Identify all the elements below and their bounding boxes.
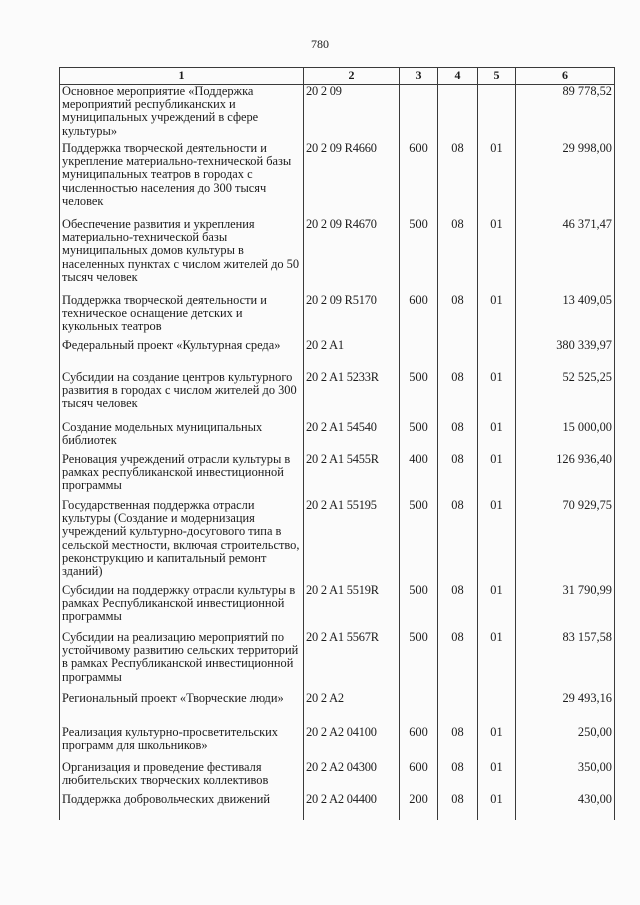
row-col-3: 500 bbox=[400, 371, 438, 421]
row-col-3 bbox=[400, 692, 438, 726]
row-col-4 bbox=[438, 692, 478, 726]
row-col-4: 08 bbox=[438, 726, 478, 761]
row-amount: 89 778,52 bbox=[516, 85, 615, 143]
header-col-4: 4 bbox=[438, 68, 478, 85]
table-row bbox=[60, 371, 615, 421]
row-code: 20 2 09 R4670 bbox=[304, 218, 400, 294]
row-amount: 31 790,99 bbox=[516, 584, 615, 631]
row-col-5: 01 bbox=[478, 584, 516, 631]
row-col-5: 01 bbox=[478, 631, 516, 692]
row-col-4 bbox=[438, 339, 478, 371]
row-name: Государственная поддержка отрасли культуры (Создание и модернизация учреждений культурно-досугового типа в сельской местности, включая строительство, реконструкцию и капитальный ремонт зданий) bbox=[60, 499, 304, 584]
row-col-3: 500 bbox=[400, 584, 438, 631]
row-col-5: 01 bbox=[478, 726, 516, 761]
table-body bbox=[60, 85, 615, 821]
row-amount: 250,00 bbox=[516, 726, 615, 761]
row-name: Поддержка творческой деятельности и техническое оснащение детских и кукольных театров bbox=[60, 294, 304, 339]
table-row bbox=[60, 294, 615, 339]
row-name: Региональный проект «Творческие люди» bbox=[60, 692, 304, 726]
table-row bbox=[60, 453, 615, 499]
row-amount: 380 339,97 bbox=[516, 339, 615, 371]
row-amount: 430,00 bbox=[516, 793, 615, 820]
row-col-4 bbox=[438, 85, 478, 143]
row-amount: 46 371,47 bbox=[516, 218, 615, 294]
row-code: 20 2 A2 04300 bbox=[304, 761, 400, 793]
header-col-5: 5 bbox=[478, 68, 516, 85]
row-name: Организация и проведение фестиваля любительских творческих коллективов bbox=[60, 761, 304, 793]
table-row bbox=[60, 631, 615, 692]
row-col-3: 500 bbox=[400, 421, 438, 453]
row-col-5 bbox=[478, 692, 516, 726]
row-col-5: 01 bbox=[478, 499, 516, 584]
row-col-3: 500 bbox=[400, 499, 438, 584]
row-amount: 70 929,75 bbox=[516, 499, 615, 584]
row-col-4: 08 bbox=[438, 584, 478, 631]
row-col-3 bbox=[400, 339, 438, 371]
row-col-5: 01 bbox=[478, 142, 516, 218]
row-col-4: 08 bbox=[438, 421, 478, 453]
row-col-5: 01 bbox=[478, 371, 516, 421]
row-code: 20 2 A1 5233R bbox=[304, 371, 400, 421]
header-col-6: 6 bbox=[516, 68, 615, 85]
row-col-3: 200 bbox=[400, 793, 438, 820]
row-col-4: 08 bbox=[438, 294, 478, 339]
row-name: Поддержка творческой деятельности и укрепление материально-технической базы муниципальных театров в городах с численностью населения до 300 тысяч человек bbox=[60, 142, 304, 218]
row-col-5: 01 bbox=[478, 761, 516, 793]
row-name: Субсидии на реализацию мероприятий по устойчивому развитию сельских территорий в рамках Республиканской инвестиционной программы bbox=[60, 631, 304, 692]
header-col-1: 1 bbox=[60, 68, 304, 85]
row-amount: 52 525,25 bbox=[516, 371, 615, 421]
table-row bbox=[60, 421, 615, 453]
row-code: 20 2 A2 bbox=[304, 692, 400, 726]
table-row bbox=[60, 85, 615, 143]
row-col-5: 01 bbox=[478, 218, 516, 294]
row-col-4: 08 bbox=[438, 761, 478, 793]
row-name: Субсидии на поддержку отрасли культуры в рамках Республиканской инвестиционной программы bbox=[60, 584, 304, 631]
table-row bbox=[60, 761, 615, 793]
row-col-5 bbox=[478, 85, 516, 143]
row-code: 20 2 A1 5567R bbox=[304, 631, 400, 692]
row-code: 20 2 A2 04100 bbox=[304, 726, 400, 761]
row-code: 20 2 A1 bbox=[304, 339, 400, 371]
row-col-4: 08 bbox=[438, 631, 478, 692]
row-code: 20 2 A2 04400 bbox=[304, 793, 400, 820]
row-amount: 29 493,16 bbox=[516, 692, 615, 726]
row-col-3: 500 bbox=[400, 218, 438, 294]
row-amount: 126 936,40 bbox=[516, 453, 615, 499]
table-row bbox=[60, 218, 615, 294]
row-col-4: 08 bbox=[438, 142, 478, 218]
row-code: 20 2 A1 54540 bbox=[304, 421, 400, 453]
table-row bbox=[60, 339, 615, 371]
row-col-4: 08 bbox=[438, 218, 478, 294]
row-amount: 29 998,00 bbox=[516, 142, 615, 218]
row-name: Реновация учреждений отрасли культуры в рамках республиканской инвестиционной программы bbox=[60, 453, 304, 499]
row-code: 20 2 09 R4660 bbox=[304, 142, 400, 218]
row-amount: 15 000,00 bbox=[516, 421, 615, 453]
budget-table bbox=[59, 67, 615, 820]
row-col-5: 01 bbox=[478, 294, 516, 339]
row-col-3: 600 bbox=[400, 142, 438, 218]
row-name: Создание модельных муниципальных библиотек bbox=[60, 421, 304, 453]
header-col-3: 3 bbox=[400, 68, 438, 85]
row-name: Обеспечение развития и укрепления материально-технической базы муниципальных домов культуры в населенных пунктах с числом жителей до 50 тысяч человек bbox=[60, 218, 304, 294]
row-name: Поддержка добровольческих движений bbox=[60, 793, 304, 820]
row-col-4: 08 bbox=[438, 371, 478, 421]
row-name: Основное мероприятие «Поддержка мероприятий республиканских и муниципальных учреждений в сфере культуры» bbox=[60, 85, 304, 143]
row-col-5: 01 bbox=[478, 793, 516, 820]
table-row bbox=[60, 584, 615, 631]
row-amount: 350,00 bbox=[516, 761, 615, 793]
row-amount: 83 157,58 bbox=[516, 631, 615, 692]
row-col-3: 600 bbox=[400, 726, 438, 761]
page-number: 780 bbox=[311, 37, 329, 51]
table-row bbox=[60, 142, 615, 218]
header-col-2: 2 bbox=[304, 68, 400, 85]
table-row bbox=[60, 726, 615, 761]
row-col-5: 01 bbox=[478, 421, 516, 453]
row-name: Реализация культурно-просветительских программ для школьников» bbox=[60, 726, 304, 761]
row-name: Субсидии на создание центров культурного развития в городах с числом жителей до 300 тысяч человек bbox=[60, 371, 304, 421]
row-col-4: 08 bbox=[438, 499, 478, 584]
row-amount: 13 409,05 bbox=[516, 294, 615, 339]
row-col-4: 08 bbox=[438, 793, 478, 820]
table-header-row bbox=[60, 68, 615, 85]
row-col-3: 600 bbox=[400, 294, 438, 339]
row-code: 20 2 09 R5170 bbox=[304, 294, 400, 339]
row-code: 20 2 A1 5519R bbox=[304, 584, 400, 631]
row-col-5: 01 bbox=[478, 453, 516, 499]
row-col-3: 600 bbox=[400, 761, 438, 793]
row-col-3 bbox=[400, 85, 438, 143]
table-row bbox=[60, 793, 615, 820]
table-row bbox=[60, 692, 615, 726]
row-code: 20 2 09 bbox=[304, 85, 400, 143]
row-col-4: 08 bbox=[438, 453, 478, 499]
row-col-5 bbox=[478, 339, 516, 371]
row-code: 20 2 A1 5455R bbox=[304, 453, 400, 499]
table-row bbox=[60, 499, 615, 584]
row-col-3: 500 bbox=[400, 631, 438, 692]
row-col-3: 400 bbox=[400, 453, 438, 499]
row-name: Федеральный проект «Культурная среда» bbox=[60, 339, 304, 371]
row-code: 20 2 A1 55195 bbox=[304, 499, 400, 584]
